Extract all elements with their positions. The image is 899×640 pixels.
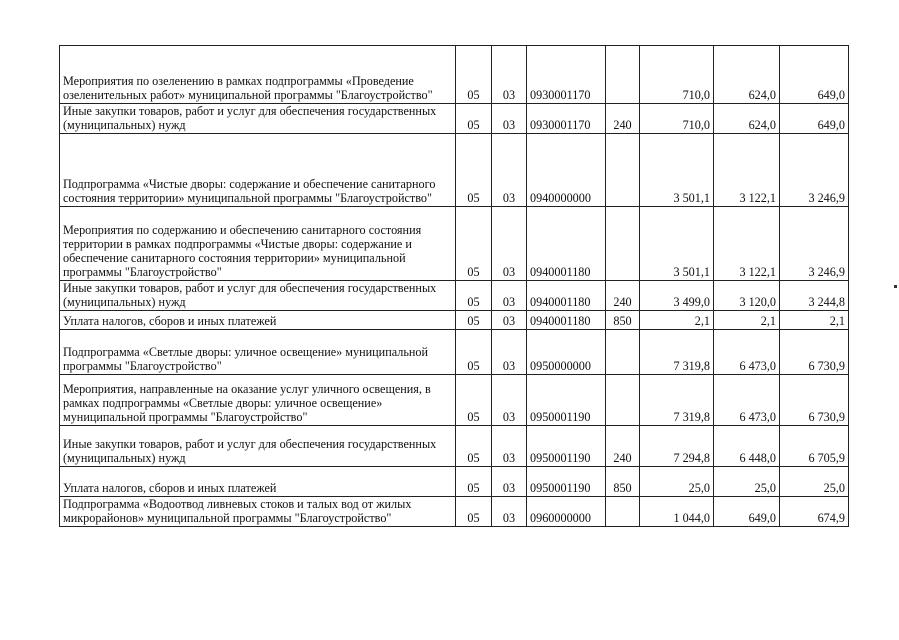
amount-year-2: 6 448,0 [714, 426, 780, 467]
amount-year-1: 25,0 [640, 467, 714, 497]
row-name: Подпрограмма «Водоотвод ливневых стоков и талых вод от жилых микрорайонов» муниципальной программы "Благоустройство" [60, 497, 456, 527]
table-row [60, 46, 849, 104]
amount-year-3: 3 244,8 [780, 281, 849, 311]
amount-year-3: 6 705,9 [780, 426, 849, 467]
amount-year-2: 624,0 [714, 104, 780, 134]
expense-type-code [606, 46, 640, 104]
table-row [60, 207, 849, 281]
row-name: Мероприятия по озеленению в рамках подпрограммы «Проведение озеленительных работ» муниципальной программы "Благоустройство" [60, 46, 456, 104]
section-code: 05 [456, 207, 492, 281]
subsection-code: 03 [492, 104, 527, 134]
amount-year-2: 3 122,1 [714, 207, 780, 281]
row-name: Иные закупки товаров, работ и услуг для обеспечения государственных (муниципальных) нужд [60, 426, 456, 467]
expense-type-code: 240 [606, 281, 640, 311]
amount-year-3: 3 246,9 [780, 207, 849, 281]
amount-year-3: 674,9 [780, 497, 849, 527]
section-code: 05 [456, 330, 492, 375]
section-code: 05 [456, 375, 492, 426]
amount-year-1: 3 501,1 [640, 207, 714, 281]
row-name: Иные закупки товаров, работ и услуг для обеспечения государственных (муниципальных) нужд [60, 281, 456, 311]
row-name: Подпрограмма «Чистые дворы: содержание и обеспечение санитарного состояния территории» муниципальной программы "Благоустройство" [60, 134, 456, 207]
section-code: 05 [456, 104, 492, 134]
row-name: Мероприятия по содержанию и обеспечению санитарного состояния территории в рамках подпрограммы «Чистые дворы: содержание и обеспечение санитарного состояния территории» муниципальной программы "Благоустройство" [60, 207, 456, 281]
expense-type-code [606, 497, 640, 527]
amount-year-3: 6 730,9 [780, 375, 849, 426]
target-article-code: 0930001170 [527, 46, 606, 104]
amount-year-2: 6 473,0 [714, 375, 780, 426]
scan-speck [894, 285, 897, 288]
target-article-code: 0940001180 [527, 281, 606, 311]
subsection-code: 03 [492, 375, 527, 426]
target-article-code: 0950000000 [527, 330, 606, 375]
target-article-code: 0940001180 [527, 311, 606, 330]
expense-type-code [606, 330, 640, 375]
target-article-code: 0960000000 [527, 497, 606, 527]
amount-year-2: 624,0 [714, 46, 780, 104]
subsection-code: 03 [492, 281, 527, 311]
expense-type-code [606, 134, 640, 207]
section-code: 05 [456, 46, 492, 104]
target-article-code: 0940001180 [527, 207, 606, 281]
section-code: 05 [456, 497, 492, 527]
table-row [60, 104, 849, 134]
subsection-code: 03 [492, 311, 527, 330]
amount-year-3: 649,0 [780, 46, 849, 104]
amount-year-3: 25,0 [780, 467, 849, 497]
amount-year-3: 2,1 [780, 311, 849, 330]
amount-year-1: 3 499,0 [640, 281, 714, 311]
row-name: Подпрограмма «Светлые дворы: уличное освещение» муниципальной программы "Благоустройство" [60, 330, 456, 375]
amount-year-2: 6 473,0 [714, 330, 780, 375]
section-code: 05 [456, 311, 492, 330]
expense-type-code: 850 [606, 311, 640, 330]
amount-year-3: 649,0 [780, 104, 849, 134]
table-row [60, 426, 849, 467]
section-code: 05 [456, 426, 492, 467]
target-article-code: 0930001170 [527, 104, 606, 134]
amount-year-3: 3 246,9 [780, 134, 849, 207]
amount-year-2: 2,1 [714, 311, 780, 330]
target-article-code: 0950001190 [527, 467, 606, 497]
table-row [60, 281, 849, 311]
amount-year-2: 649,0 [714, 497, 780, 527]
subsection-code: 03 [492, 46, 527, 104]
expense-type-code [606, 207, 640, 281]
row-name: Уплата налогов, сборов и иных платежей [60, 311, 456, 330]
table-row [60, 467, 849, 497]
row-name: Иные закупки товаров, работ и услуг для обеспечения государственных (муниципальных) нужд [60, 104, 456, 134]
amount-year-1: 7 294,8 [640, 426, 714, 467]
amount-year-1: 7 319,8 [640, 330, 714, 375]
table-row [60, 330, 849, 375]
row-name: Уплата налогов, сборов и иных платежей [60, 467, 456, 497]
section-code: 05 [456, 467, 492, 497]
target-article-code: 0940000000 [527, 134, 606, 207]
budget-table [59, 45, 849, 527]
target-article-code: 0950001190 [527, 375, 606, 426]
amount-year-2: 3 120,0 [714, 281, 780, 311]
amount-year-1: 2,1 [640, 311, 714, 330]
amount-year-1: 7 319,8 [640, 375, 714, 426]
table-body [60, 46, 849, 527]
table-row [60, 311, 849, 330]
expense-type-code: 850 [606, 467, 640, 497]
subsection-code: 03 [492, 207, 527, 281]
amount-year-1: 710,0 [640, 104, 714, 134]
amount-year-1: 710,0 [640, 46, 714, 104]
expense-type-code: 240 [606, 104, 640, 134]
subsection-code: 03 [492, 467, 527, 497]
row-name: Мероприятия, направленные на оказание услуг уличного освещения, в рамках подпрограммы «Светлые дворы: уличное освещение» муниципальной программы "Благоустройство" [60, 375, 456, 426]
section-code: 05 [456, 281, 492, 311]
table-row [60, 375, 849, 426]
amount-year-3: 6 730,9 [780, 330, 849, 375]
section-code: 05 [456, 134, 492, 207]
expense-type-code: 240 [606, 426, 640, 467]
amount-year-2: 25,0 [714, 467, 780, 497]
subsection-code: 03 [492, 330, 527, 375]
subsection-code: 03 [492, 497, 527, 527]
target-article-code: 0950001190 [527, 426, 606, 467]
subsection-code: 03 [492, 134, 527, 207]
amount-year-2: 3 122,1 [714, 134, 780, 207]
table-row [60, 134, 849, 207]
amount-year-1: 3 501,1 [640, 134, 714, 207]
subsection-code: 03 [492, 426, 527, 467]
expense-type-code [606, 375, 640, 426]
amount-year-1: 1 044,0 [640, 497, 714, 527]
table-row [60, 497, 849, 527]
